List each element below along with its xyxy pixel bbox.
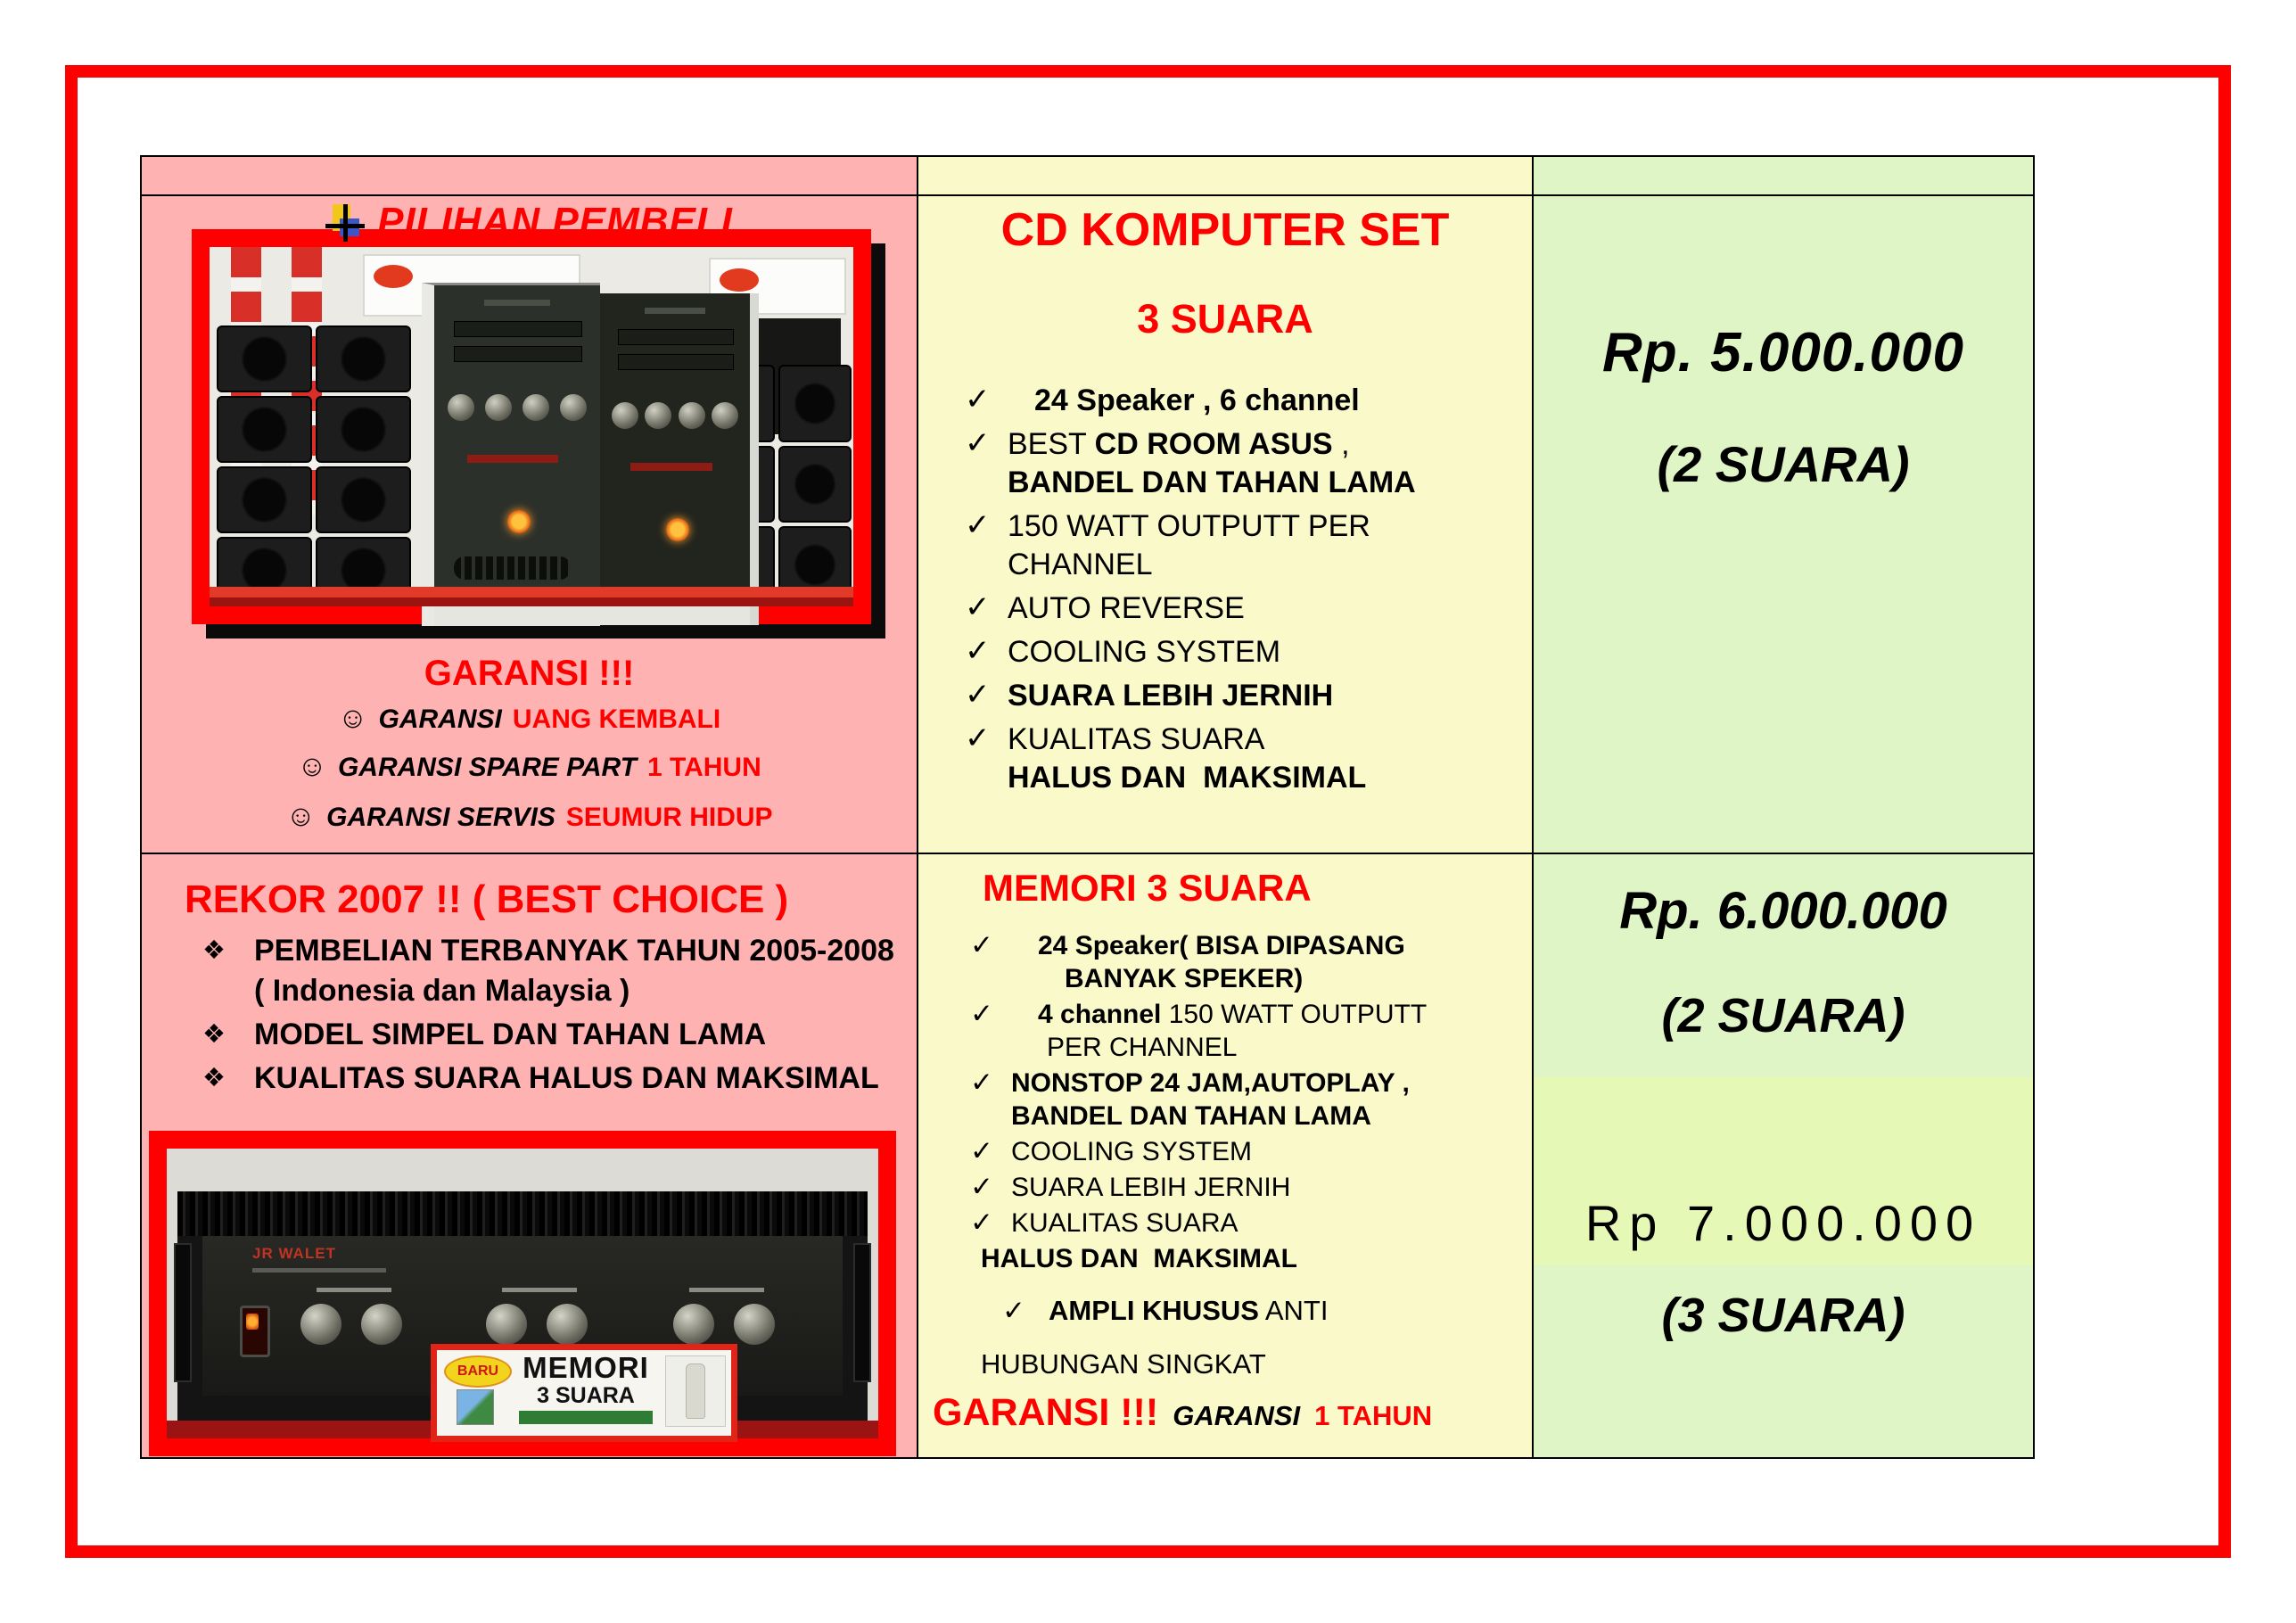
cell-memori-3-suara <box>918 854 1534 1457</box>
memori-label-card <box>431 1344 737 1442</box>
check-icon: ✓ <box>970 1171 993 1202</box>
diamond-bullet-icon: ❖ <box>202 936 226 965</box>
knob-icon <box>300 1304 342 1345</box>
speaker-icon <box>778 446 852 523</box>
garansi-value: 1 TAHUN <box>646 753 761 782</box>
diamond-bullet-icon: ❖ <box>202 1064 226 1092</box>
feature-text-bold: AMPLI KHUSUS <box>1049 1295 1259 1326</box>
product-table <box>140 155 2035 1459</box>
cd-tower-case-left <box>422 283 600 626</box>
tower-badge <box>645 308 704 314</box>
feature-text: ANTI <box>1258 1295 1329 1326</box>
price-amount: Rp. 5.000.000 <box>1602 322 1964 383</box>
cd-tower-case-right <box>600 293 759 625</box>
feature-item <box>965 507 1514 584</box>
garansi-title: GARANSI !!! <box>933 1391 1159 1434</box>
label-subtitle: 3 SUARA <box>537 1383 635 1408</box>
header-cell-yellow <box>918 157 1534 196</box>
label-sketch <box>665 1355 726 1427</box>
check-icon: ✓ <box>965 634 991 668</box>
feature-text: , <box>1332 427 1350 461</box>
pilihan-title: PILIHAN PEMBELI <box>377 200 733 243</box>
feature-text: SUARA LEBIH JERNIH <box>1011 1173 1291 1202</box>
check-icon: ✓ <box>970 1135 993 1166</box>
price-highlight-band <box>1534 1077 2033 1265</box>
feature-item <box>970 1135 1519 1168</box>
check-icon: ✓ <box>965 590 991 624</box>
rack-handle <box>174 1243 192 1382</box>
feature-item <box>970 929 1519 995</box>
cd-drive-bay <box>454 346 581 362</box>
feature-text: BEST <box>1008 427 1095 461</box>
knob-label-line <box>689 1288 764 1292</box>
check-icon: ✓ <box>970 998 993 1029</box>
label-title: MEMORI <box>523 1351 649 1384</box>
feature-item <box>970 1207 1519 1240</box>
speaker-icon <box>316 466 411 533</box>
cd-drive-bay <box>618 329 734 345</box>
check-icon: ✓ <box>970 1067 993 1098</box>
feature-text-bold: SUARA LEBIH JERNIH <box>1008 679 1334 713</box>
feature-item <box>970 1067 1519 1133</box>
amplifier-top-texture <box>177 1191 868 1236</box>
feature-text: 150 WATT OUTPUTT <box>1161 1000 1428 1029</box>
header-cell-pink <box>142 157 918 196</box>
feature-text-bold: BANYAK SPEKER) <box>1065 964 1304 993</box>
price-variant: (3 SUARA) <box>1661 1289 1905 1342</box>
diamond-bullet-icon: ❖ <box>202 1020 226 1049</box>
product-photo-cd-set <box>192 229 871 624</box>
knob-icon <box>486 1304 527 1345</box>
rekor-item <box>202 1059 902 1099</box>
knob-icon <box>734 1304 775 1345</box>
feature-text-bold: 24 Speaker( BISA DIPASANG <box>1038 931 1405 960</box>
check-icon: ✓ <box>970 929 993 960</box>
power-led <box>507 510 531 533</box>
garansi-value: 1 TAHUN <box>1314 1400 1433 1431</box>
red-shelf-bar <box>210 587 853 606</box>
speaker-stack-left <box>217 325 411 604</box>
feature-item <box>970 1171 1519 1204</box>
knob-icon <box>612 402 638 429</box>
feature-item <box>965 382 1514 420</box>
rekor-item <box>202 1015 902 1055</box>
label-green-strip <box>519 1411 653 1424</box>
feature-item <box>965 633 1514 671</box>
feature-list <box>970 929 1519 1380</box>
baru-badge: BARU <box>444 1355 512 1388</box>
feature-text: KUALITAS SUARA <box>1008 722 1265 756</box>
feature-text: AUTO REVERSE <box>1008 591 1245 625</box>
feature-item <box>965 425 1514 502</box>
cell-price-2-3 <box>1534 854 2033 1457</box>
knob-icon <box>673 1304 714 1345</box>
speaker-icon <box>217 466 312 533</box>
cd-drive-bay <box>454 321 581 337</box>
tower-badge <box>484 300 550 306</box>
garansi-label: GARANSI <box>1173 1400 1301 1431</box>
check-icon: ✓ <box>1002 1295 1025 1326</box>
garansi-line <box>933 1391 1432 1435</box>
feature-text-bold: BANDEL DAN TAHAN LAMA <box>1008 465 1416 499</box>
amplifier-brand-text: JR WALET <box>252 1245 336 1262</box>
feature-text: KUALITAS SUARA <box>1011 1208 1239 1238</box>
garansi-label: GARANSI SPARE PART <box>337 753 637 782</box>
check-icon: ✓ <box>965 426 991 460</box>
price-variant: (2 SUARA) <box>1657 436 1910 492</box>
rack-handle <box>853 1243 871 1382</box>
cell-pilihan-pembeli <box>142 196 918 854</box>
feature-text: CHANNEL <box>1008 548 1153 581</box>
cd-drive-bay <box>618 354 734 370</box>
feature-text-bold: BANDEL DAN TAHAN LAMA <box>1011 1101 1371 1131</box>
smiley-icon: ☺ <box>337 701 368 734</box>
speaker-icon <box>778 365 852 442</box>
rekor-item <box>202 931 902 1011</box>
power-led <box>666 518 689 541</box>
rekor-text: MODEL SIMPEL DAN TAHAN LAMA <box>254 1017 767 1051</box>
garansi-item <box>142 799 917 833</box>
feature-item <box>970 998 1519 1064</box>
label-logo <box>457 1389 494 1425</box>
feature-item <box>965 721 1514 797</box>
speaker-icon <box>316 325 411 392</box>
check-icon: ✓ <box>965 721 991 755</box>
price-amount: Rp. 6.000.000 <box>1619 882 1947 940</box>
price-amount: Rp 7.000.000 <box>1584 1195 1982 1251</box>
check-icon: ✓ <box>965 383 991 416</box>
feature-text: HUBUNGAN SINGKAT <box>981 1348 1266 1380</box>
garansi-label: GARANSI SERVIS <box>326 803 555 832</box>
feature-text-bold: NONSTOP 24 JAM,AUTOPLAY , <box>1011 1068 1410 1098</box>
check-icon: ✓ <box>965 508 991 542</box>
knob-icon <box>485 394 512 421</box>
amplifier-subtitle-line <box>252 1268 386 1273</box>
feature-text-bold: HALUS DAN MAKSIMAL <box>981 1244 1297 1273</box>
feature-item <box>1002 1295 1519 1327</box>
knob-row <box>612 402 737 429</box>
feature-text-bold: CD ROOM ASUS <box>1094 427 1333 461</box>
smiley-icon: ☺ <box>285 799 317 832</box>
garansi-value: UANG KEMBALI <box>512 704 721 734</box>
knob-icon <box>523 394 549 421</box>
feature-text-bold: 4 channel <box>1038 1000 1162 1029</box>
header-cell-green <box>1534 157 2033 196</box>
garansi-label: GARANSI <box>378 704 502 734</box>
check-icon: ✓ <box>965 678 991 712</box>
tower-model-label <box>467 455 558 463</box>
rekor-text: PEMBELIAN TERBANYAK TAHUN 2005-2008 <box>254 934 894 968</box>
rekor-text: ( Indonesia dan Malaysia ) <box>254 974 630 1008</box>
banner-logo-dot <box>720 268 759 292</box>
feature-text: COOLING SYSTEM <box>1008 635 1281 669</box>
speaker-icon <box>217 396 312 463</box>
cell-rekor-2007 <box>142 854 918 1457</box>
rekor-title: REKOR 2007 !! ( BEST CHOICE ) <box>185 877 789 921</box>
feature-text: PER CHANNEL <box>1047 1033 1238 1062</box>
knob-icon <box>448 394 474 421</box>
knob-label-line <box>502 1288 577 1292</box>
rekor-text: KUALITAS SUARA HALUS DAN MAKSIMAL <box>254 1061 879 1095</box>
knob-icon <box>547 1304 588 1345</box>
knob-icon <box>712 402 738 429</box>
paste-chart-icon <box>325 202 365 242</box>
knob-icon <box>679 402 705 429</box>
power-switch <box>240 1306 270 1357</box>
product-title: CD KOMPUTER SET <box>1000 204 1450 256</box>
feature-text: 150 WATT OUTPUTT PER <box>1008 509 1370 543</box>
feature-item <box>965 589 1514 628</box>
garansi-item <box>142 749 917 783</box>
cell-cd-komputer-set <box>918 196 1534 854</box>
pilihan-header <box>142 200 917 244</box>
speaker-icon <box>217 325 312 392</box>
garansi-value: SEUMUR HIDUP <box>565 803 773 832</box>
feature-text: 24 Speaker , 6 channel <box>1034 383 1360 417</box>
feature-list <box>965 382 1514 803</box>
knob-icon <box>560 394 587 421</box>
banner-logo-dot <box>374 265 413 288</box>
product-photo-amplifier <box>149 1131 896 1456</box>
knob-label-line <box>317 1288 391 1292</box>
feature-text: COOLING SYSTEM <box>1011 1137 1253 1166</box>
knob-icon <box>361 1304 402 1345</box>
vent-grille <box>454 556 570 580</box>
product-title: MEMORI 3 SUARA <box>983 867 1312 909</box>
garansi-item <box>142 701 917 735</box>
tower-model-label <box>630 463 712 471</box>
smiley-icon: ☺ <box>297 749 327 782</box>
speaker-icon <box>316 396 411 463</box>
cell-price-1 <box>1534 196 2033 854</box>
check-icon: ✓ <box>970 1207 993 1238</box>
knob-icon <box>645 402 671 429</box>
product-subtitle: 3 SUARA <box>1137 296 1313 342</box>
garansi-title: GARANSI !!! <box>424 654 635 693</box>
feature-text-bold: HALUS DAN MAKSIMAL <box>1008 761 1367 795</box>
rekor-list <box>202 931 902 1102</box>
knob-row <box>448 394 587 421</box>
feature-item <box>965 677 1514 715</box>
price-variant: (2 SUARA) <box>1661 989 1905 1042</box>
